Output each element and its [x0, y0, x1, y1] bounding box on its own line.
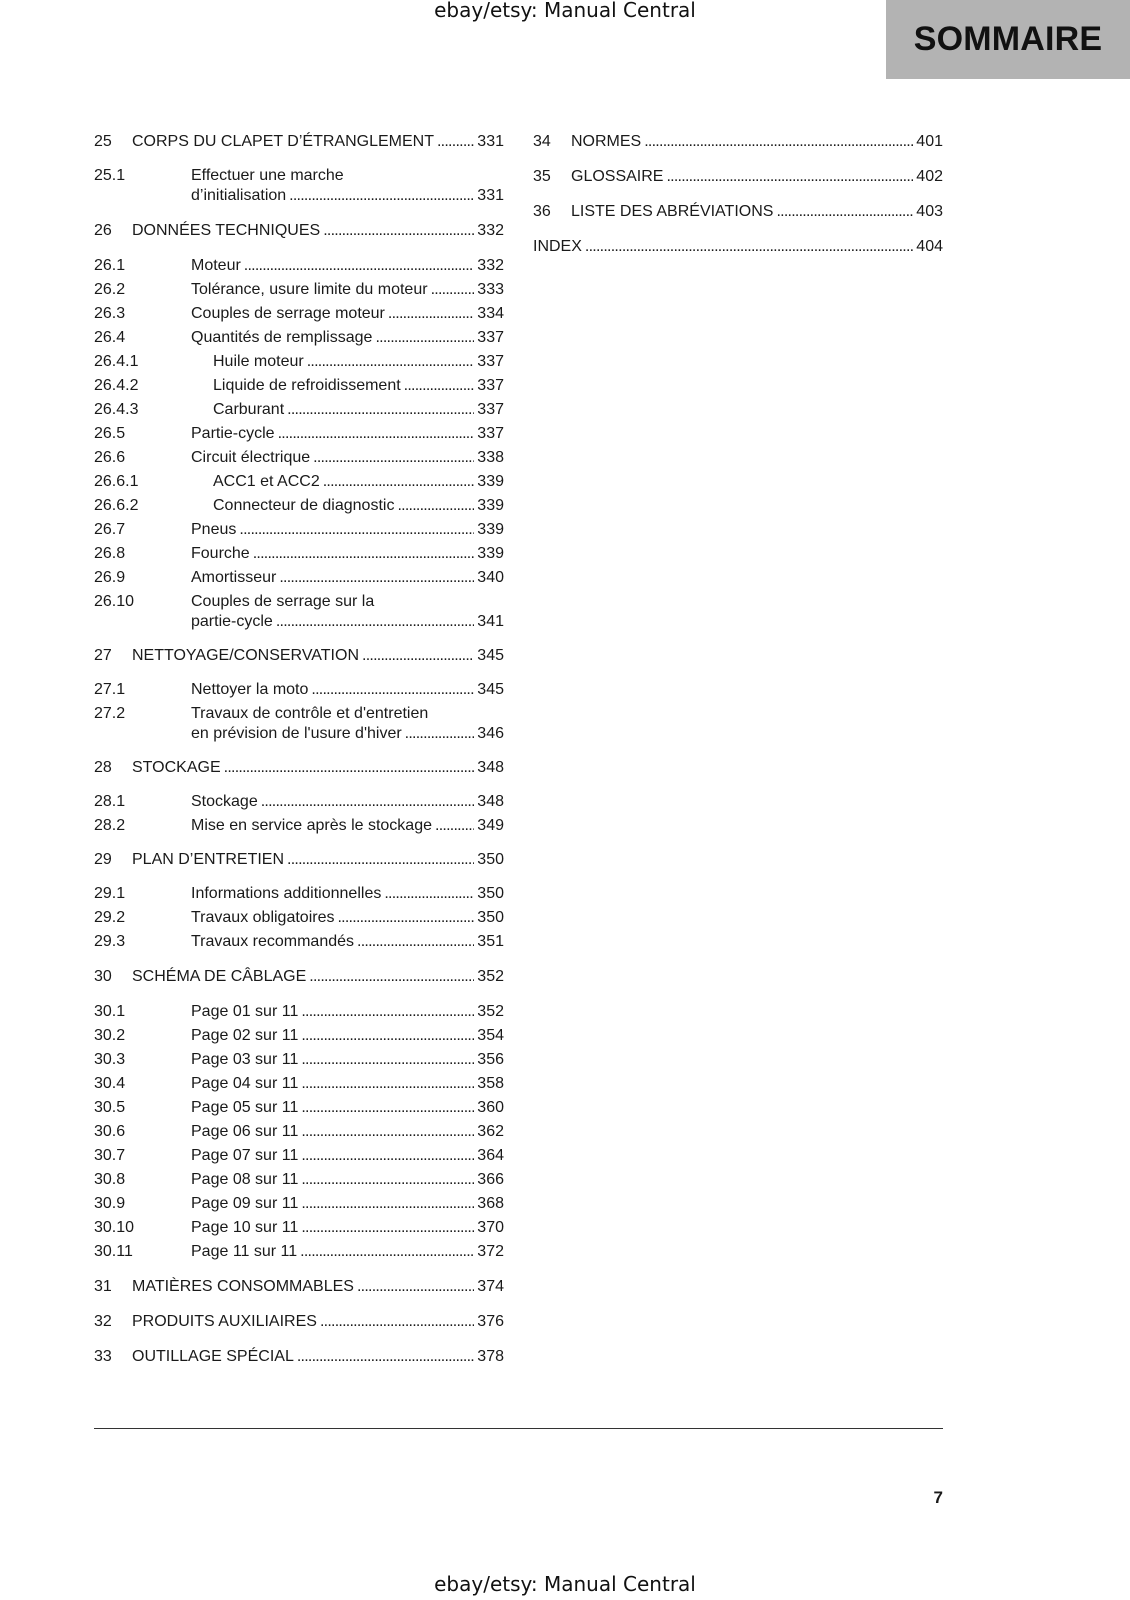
toc-entry-title: ACC1 et ACC2 — [213, 473, 320, 490]
toc-entry-text — [191, 932, 504, 952]
toc-entry-title: Nettoyer la moto — [191, 681, 309, 698]
toc-entry-title: Tolérance, usure limite du moteur — [191, 281, 428, 298]
dot-leader — [301, 1098, 474, 1118]
toc-entry-number: 26.2 — [94, 281, 126, 298]
dot-leader — [666, 167, 913, 187]
toc-entry-page: 339 — [477, 521, 504, 538]
toc-entry-page: 350 — [477, 909, 504, 926]
toc-entry-number: 26.8 — [94, 545, 126, 562]
dot-leader — [244, 256, 475, 276]
toc-entry-page: 358 — [477, 1075, 504, 1092]
toc-entry-number: 32 — [94, 1313, 112, 1330]
toc-entry-page: 331 — [477, 133, 504, 150]
toc-entry-title: Page 05 sur 11 — [191, 1099, 299, 1116]
toc-entry-page: 333 — [477, 281, 504, 298]
toc-entry-text — [571, 202, 943, 222]
toc-entry-page: 352 — [477, 1003, 504, 1020]
toc-entry-number: 30.4 — [94, 1075, 126, 1092]
toc-entry-number: 28.1 — [94, 793, 126, 810]
toc-entry-text — [132, 850, 504, 870]
toc-entry-title: Page 01 sur 11 — [191, 1003, 299, 1020]
dot-leader — [337, 908, 474, 928]
toc-entry-page: 360 — [477, 1099, 504, 1116]
toc-entry-title: Huile moteur — [213, 353, 304, 370]
toc-entry-title: Liquide de refroidissement — [213, 377, 401, 394]
toc-entry-text — [213, 376, 504, 396]
toc-entry-title: PRODUITS AUXILIAIRES — [132, 1313, 317, 1330]
toc-entry-number: 26.10 — [94, 593, 135, 610]
toc-entry-title: Couples de serrage moteur — [191, 305, 385, 322]
toc-entry-text — [132, 646, 504, 666]
toc-entry-title: en prévision de l'usure d'hiver — [191, 725, 402, 742]
toc-entry-page: 372 — [477, 1243, 504, 1260]
toc-entry-text — [213, 352, 504, 372]
toc-entry-text — [132, 1312, 504, 1332]
toc-entry-text — [191, 568, 504, 588]
toc-entry-page: 362 — [477, 1123, 504, 1140]
toc-entry-title: INDEX — [533, 238, 582, 255]
dot-leader — [287, 850, 474, 870]
toc-entry-title: Circuit électrique — [191, 449, 311, 466]
toc-entry-page: 404 — [916, 238, 943, 255]
toc-entry-title: PLAN D’ENTRETIEN — [132, 851, 285, 868]
toc-entry-number: 30.6 — [94, 1123, 126, 1140]
toc-entry-title: DONNÉES TECHNIQUES — [132, 222, 321, 239]
dot-leader — [437, 132, 474, 152]
toc-entry-number: 30.3 — [94, 1051, 126, 1068]
toc-entry-title: Effectuer une marche — [191, 167, 344, 184]
toc-entry-number: 26.1 — [94, 257, 126, 274]
toc-entry-text — [191, 908, 504, 928]
dot-leader — [300, 1242, 474, 1262]
dot-leader — [279, 568, 474, 588]
toc-entry-title: Page 03 sur 11 — [191, 1051, 299, 1068]
toc-entry-number: 30 — [94, 968, 112, 985]
toc-entry-number: 26 — [94, 222, 112, 239]
dot-leader — [585, 237, 913, 257]
toc-entry-title: Mise en service après le stockage — [191, 817, 432, 834]
toc-entry-number: 26.3 — [94, 305, 126, 322]
toc-entry-page: 337 — [477, 377, 504, 394]
dot-leader — [375, 328, 474, 348]
toc-entry-title: NETTOYAGE/CONSERVATION — [132, 647, 359, 664]
toc-entry-title: Page 06 sur 11 — [191, 1123, 299, 1140]
toc-entry-title: Informations additionnelles — [191, 885, 382, 902]
dot-leader — [276, 612, 474, 632]
dot-leader — [320, 1312, 474, 1332]
watermark-bottom: ebay/etsy: Manual Central — [434, 1572, 696, 1596]
watermark-top: ebay/etsy: Manual Central — [434, 0, 696, 22]
toc-entry-text — [132, 758, 504, 778]
page-title: SOMMAIRE — [913, 20, 1103, 58]
toc-entry-title: Pneus — [191, 521, 237, 538]
dot-leader — [297, 1347, 474, 1367]
toc-entry-number: 33 — [94, 1348, 112, 1365]
dot-leader — [397, 496, 474, 516]
section-title-box — [886, 0, 1130, 79]
toc-entry-text — [191, 592, 504, 632]
toc-entry-number: 30.7 — [94, 1147, 126, 1164]
dot-leader — [301, 1146, 474, 1166]
toc-entry-page: 337 — [477, 329, 504, 346]
dot-leader — [311, 680, 474, 700]
toc-entry-page: 346 — [477, 725, 504, 742]
toc-entry-title: Carburant — [213, 401, 285, 418]
toc-entry-text — [191, 1050, 504, 1070]
toc-entry-page: 331 — [477, 187, 504, 204]
toc-entry-title: Fourche — [191, 545, 250, 562]
toc-entry-page: 368 — [477, 1195, 504, 1212]
toc-entry-number: 25 — [94, 133, 112, 150]
toc-entry-page: 370 — [477, 1219, 504, 1236]
toc-entry-text — [191, 256, 504, 276]
toc-entry-page: 339 — [477, 545, 504, 562]
toc-entry-page: 334 — [477, 305, 504, 322]
toc-entry-number: 26.7 — [94, 521, 126, 538]
toc-entry-number: 27.2 — [94, 705, 126, 722]
toc-entry-text — [191, 304, 504, 324]
toc-entry-page: 332 — [477, 257, 504, 274]
toc-entry-text — [191, 328, 504, 348]
dot-leader — [388, 304, 474, 324]
toc-entry-title: Page 08 sur 11 — [191, 1171, 299, 1188]
toc-entry-page: 366 — [477, 1171, 504, 1188]
toc-entry-text — [191, 1146, 504, 1166]
toc-entry-title: CORPS DU CLAPET D’ÉTRANGLEMENT — [132, 133, 434, 150]
toc-entry-title: Moteur — [191, 257, 241, 274]
toc-entry-page: 332 — [477, 222, 504, 239]
toc-entry-text — [191, 520, 504, 540]
toc-entry-number: 30.9 — [94, 1195, 126, 1212]
toc-entry-number: 29 — [94, 851, 112, 868]
toc-entry-title: Couples de serrage sur la — [191, 593, 375, 610]
toc-entry-number: 26.4.2 — [94, 377, 139, 394]
toc-entry-page: 345 — [477, 647, 504, 664]
toc-entry-text — [132, 221, 504, 241]
dot-leader — [301, 1194, 474, 1214]
toc-entry-number: 30.8 — [94, 1171, 126, 1188]
toc-entry-page: 337 — [477, 425, 504, 442]
toc-entry-number: 26.6.1 — [94, 473, 139, 490]
toc-entry-title: OUTILLAGE SPÉCIAL — [132, 1348, 294, 1365]
toc-entry-text — [191, 448, 504, 468]
toc-entry-number: 28 — [94, 759, 112, 776]
toc-entry-number: 26.4.3 — [94, 401, 139, 418]
toc-entry-page: 337 — [477, 353, 504, 370]
toc-entry-title: SCHÉMA DE CÂBLAGE — [132, 968, 307, 985]
toc-entry-text — [132, 1277, 504, 1297]
dot-leader — [644, 132, 913, 152]
toc-entry-page: 352 — [477, 968, 504, 985]
toc-entry-title: Travaux recommandés — [191, 933, 355, 950]
dot-leader — [323, 221, 474, 241]
dot-leader — [384, 884, 474, 904]
toc-entry-title: NORMES — [571, 133, 642, 150]
toc-entry-text — [191, 704, 504, 744]
toc-entry-number: 31 — [94, 1278, 112, 1295]
toc-entry-text — [132, 1347, 504, 1367]
toc-entry-page: 341 — [477, 613, 504, 630]
toc-entry-page: 350 — [477, 851, 504, 868]
dot-leader — [239, 520, 474, 540]
page-number: 7 — [933, 1488, 943, 1507]
toc-entry-number: 30.5 — [94, 1099, 126, 1116]
toc-entry-title: Page 02 sur 11 — [191, 1027, 299, 1044]
toc-entry-text — [191, 1002, 504, 1022]
dot-leader — [301, 1170, 474, 1190]
toc-entry-page: 349 — [477, 817, 504, 834]
toc-entry-text — [191, 1026, 504, 1046]
toc-entry-page: 350 — [477, 885, 504, 902]
toc-entry-title: Page 09 sur 11 — [191, 1195, 299, 1212]
toc-entry-title: d’initialisation — [191, 187, 287, 204]
toc-entry-page: 354 — [477, 1027, 504, 1044]
toc-entry-page: 378 — [477, 1348, 504, 1365]
toc-entry-number: 29.3 — [94, 933, 126, 950]
dot-leader — [323, 472, 475, 492]
toc-entry-number: 30.10 — [94, 1219, 135, 1236]
toc-entry-page: 374 — [477, 1278, 504, 1295]
toc-entry-text — [213, 496, 504, 516]
toc-entry-title: GLOSSAIRE — [571, 168, 664, 185]
toc-entry-page: 401 — [916, 133, 943, 150]
toc-entry-number: 26.4.1 — [94, 353, 139, 370]
toc-entry-number: 26.6.2 — [94, 497, 139, 514]
toc-entry-number: 26.9 — [94, 569, 126, 586]
dot-leader — [289, 186, 474, 206]
toc-entry-number: 34 — [533, 133, 551, 150]
dot-leader — [362, 646, 474, 666]
toc-entry-number: 28.2 — [94, 817, 126, 834]
dot-leader — [404, 376, 475, 396]
toc-entry-page: 345 — [477, 681, 504, 698]
dot-leader — [301, 1122, 474, 1142]
dot-leader — [309, 967, 474, 987]
toc-entry-number: 29.2 — [94, 909, 126, 926]
toc-entry-title: Page 11 sur 11 — [191, 1243, 298, 1260]
toc-entry-text — [191, 884, 504, 904]
dot-leader — [431, 280, 475, 300]
toc-entry-text — [132, 967, 504, 987]
toc-entry-number: 29.1 — [94, 885, 126, 902]
dot-leader — [357, 932, 474, 952]
dot-leader — [301, 1026, 474, 1046]
toc-entry-text — [213, 400, 504, 420]
toc-entry-page: 339 — [477, 473, 504, 490]
toc-entry-title: MATIÈRES CONSOMMABLES — [132, 1278, 354, 1295]
dot-leader — [261, 792, 475, 812]
toc-entry-page: 340 — [477, 569, 504, 586]
toc-entry-text — [191, 544, 504, 564]
toc-entry-page: 348 — [477, 793, 504, 810]
toc-entry-text — [191, 1218, 504, 1238]
toc-entry-text — [571, 132, 943, 152]
toc-entry-number: 26.5 — [94, 425, 126, 442]
toc-entry-text — [191, 166, 504, 206]
toc-entry-text — [191, 1170, 504, 1190]
toc-entry-number: 30.1 — [94, 1003, 126, 1020]
dot-leader — [313, 448, 474, 468]
toc-entry-page: 364 — [477, 1147, 504, 1164]
toc-entry-title: STOCKAGE — [132, 759, 221, 776]
toc-entry-text — [191, 424, 504, 444]
dot-leader — [357, 1277, 474, 1297]
toc-entry-text — [191, 816, 504, 836]
toc-entry-page: 403 — [916, 203, 943, 220]
toc-entry-text — [191, 1122, 504, 1142]
toc-entry-number: 25.1 — [94, 167, 126, 184]
toc-entry-text — [571, 167, 943, 187]
toc-entry-title: Travaux de contrôle et d'entretien — [191, 705, 429, 722]
toc-entry-page: 376 — [477, 1313, 504, 1330]
dot-leader — [301, 1002, 474, 1022]
toc-entry-title: Page 07 sur 11 — [191, 1147, 299, 1164]
toc-entry-title: Travaux obligatoires — [191, 909, 335, 926]
toc-entry-title: Connecteur de diagnostic — [213, 497, 395, 514]
toc-entry-text — [533, 237, 943, 257]
toc-entry-number: 26.6 — [94, 449, 126, 466]
toc-entry-number: 36 — [533, 203, 551, 220]
toc-entry-page: 351 — [477, 933, 504, 950]
toc-entry-page: 348 — [477, 759, 504, 776]
toc-entry-text — [191, 1074, 504, 1094]
toc-entry-page: 339 — [477, 497, 504, 514]
toc-entry-title: LISTE DES ABRÉVIATIONS — [571, 203, 774, 220]
toc-entry-number: 30.11 — [94, 1243, 133, 1260]
dot-leader — [776, 202, 913, 222]
toc-entry-text — [191, 280, 504, 300]
dot-leader — [301, 1218, 474, 1238]
toc-entry-number: 27 — [94, 647, 112, 664]
toc-entry-number: 26.4 — [94, 329, 126, 346]
toc-entry-text — [191, 1098, 504, 1118]
dot-leader — [405, 724, 475, 744]
toc-entry-page: 356 — [477, 1051, 504, 1068]
dot-leader — [301, 1074, 474, 1094]
toc-entry-title: Stockage — [191, 793, 258, 810]
dot-leader — [301, 1050, 474, 1070]
dot-leader — [307, 352, 475, 372]
dot-leader — [224, 758, 475, 778]
toc-entry-number: 35 — [533, 168, 551, 185]
toc-entry-page: 338 — [477, 449, 504, 466]
toc-entry-text — [191, 680, 504, 700]
toc-entry-title: Page 10 sur 11 — [191, 1219, 299, 1236]
toc-entry-page: 337 — [477, 401, 504, 418]
dot-leader — [253, 544, 475, 564]
toc-entry-page: 402 — [916, 168, 943, 185]
toc-entry-title: Page 04 sur 11 — [191, 1075, 299, 1092]
toc-entry-text — [191, 1242, 504, 1262]
dot-leader — [287, 400, 474, 420]
dot-leader — [435, 816, 474, 836]
dot-leader — [278, 424, 475, 444]
toc-entry-title: Quantités de remplissage — [191, 329, 373, 346]
toc-entry-number: 27.1 — [94, 681, 126, 698]
toc-entry-text — [213, 472, 504, 492]
toc-entry-text — [191, 792, 504, 812]
toc-entry-title: Partie-cycle — [191, 425, 275, 442]
toc-entry-text — [132, 132, 504, 152]
toc-entry-text — [191, 1194, 504, 1214]
toc-entry-number: 30.2 — [94, 1027, 126, 1044]
toc-entry-title: Amortisseur — [191, 569, 277, 586]
toc-entry-title: partie-cycle — [191, 613, 273, 630]
footer-divider — [94, 1428, 943, 1429]
